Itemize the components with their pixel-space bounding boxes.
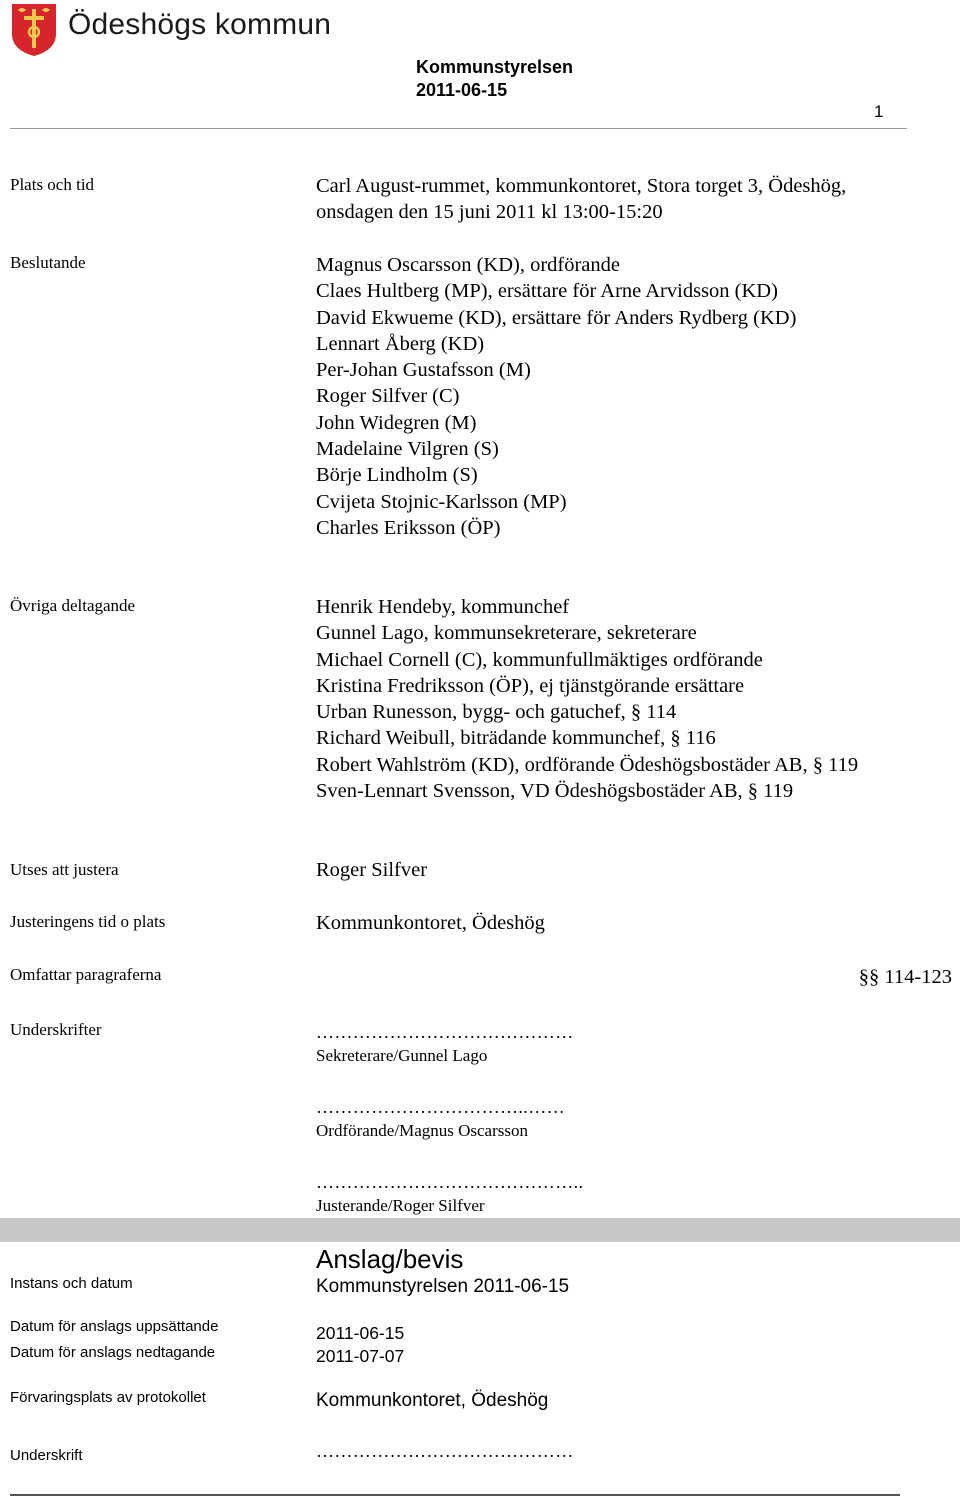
signature-line-chair: ……………………………..…… [316,1097,565,1117]
paragraphs-value: §§ 114-123 [858,966,952,988]
deciding-member: Lennart Åberg (KD) [316,332,485,355]
signature-caption-chair: Ordförande/Magnus Oscarsson [316,1121,528,1140]
adjuster-label: Utses att justera [10,860,119,879]
signature-label: Underskrift [10,1447,83,1464]
other-participant: Urban Runesson, bygg- och gatuchef, § 114 [316,701,677,724]
place-time-label: Plats och tid [10,175,95,194]
other-participant: Gunnel Lago, kommunsekreterare, sekreterare [316,622,697,645]
header-divider [10,128,907,129]
removed-date-value: 2011-07-07 [316,1346,405,1366]
instance-label: Instans och datum [10,1275,133,1292]
removed-date-label: Datum för anslags nedtagande [10,1344,216,1361]
document-body-title: Kommunstyrelsen [416,57,574,77]
deciding-member: Charles Eriksson (ÖP) [316,516,501,539]
signatures-label: Underskrifter [10,1020,102,1039]
other-participant: Michael Cornell (C), kommunfullmäktiges ordförande [316,648,763,671]
deciding-member: David Ekwueme (KD), ersättare för Anders Rydberg (KD) [316,306,797,329]
others-label: Övriga deltagande [10,596,136,615]
paragraphs-label: Omfattar paragraferna [10,965,162,984]
signature-line: …………………………………… [316,1441,574,1461]
footer-divider [10,1494,900,1496]
other-participant: Sven-Lennart Svensson, VD Ödeshögsbostäder AB, § 119 [316,780,794,803]
storage-value: Kommunkontoret, Ödeshög [316,1390,549,1411]
other-participant: Robert Wahlström (KD), ordförande Ödeshögsbostäder AB, § 119 [316,753,859,776]
deciding-member: Roger Silfver (C) [316,385,460,408]
place-line: onsdagen den 15 juni 2011 kl 13:00-15:20 [316,201,663,224]
deciding-member: Börje Lindholm (S) [316,464,478,487]
deciding-list [316,252,796,541]
notice-divider-band [0,1218,960,1242]
others-list [316,594,858,804]
instance-value: Kommunstyrelsen 2011-06-15 [316,1276,570,1297]
posted-date-label: Datum för anslags uppsättande [10,1318,219,1335]
deciding-label: Beslutande [10,253,86,272]
adjust-place-label: Justeringens tid o plats [10,912,166,931]
deciding-member: Per-Johan Gustafsson (M) [316,359,531,382]
other-participant: Henrik Hendeby, kommunchef [316,596,570,618]
signature-line-adjuster: …………………………………….. [316,1172,584,1192]
place-time-value [316,173,846,226]
notice-heading: Anslag/bevis [316,1244,464,1274]
document-date: 2011-06-15 [416,80,508,100]
signature-caption-adjuster: Justerande/Roger Silfver [316,1196,485,1215]
deciding-member: Magnus Oscarsson (KD), ordförande [316,254,621,276]
storage-label: Förvaringsplats av protokollet [10,1389,206,1406]
posted-date-value: 2011-06-15 [316,1323,405,1343]
organization-name: Ödeshögs kommun [68,8,332,41]
page-number: 1 [874,102,884,121]
deciding-member: Cvijeta Stojnic-Karlsson (MP) [316,490,567,513]
adjust-place-value: Kommunkontoret, Ödeshög [316,912,545,934]
other-participant: Kristina Fredriksson (ÖP), ej tjänstgörande ersättare [316,674,745,697]
municipal-coat-of-arms-icon [10,2,58,57]
other-participant: Richard Weibull, biträdande kommunchef, § 116 [316,727,716,750]
adjuster-value: Roger Silfver [316,859,428,881]
deciding-member: Claes Hultberg (MP), ersättare för Arne Arvidsson (KD) [316,280,778,303]
signature-caption-secretary: Sekreterare/Gunnel Lago [316,1046,488,1065]
deciding-member: Madelaine Vilgren (S) [316,438,499,461]
signature-line-secretary: …………………………………… [316,1022,574,1042]
deciding-member: John Widegren (M) [316,411,477,434]
place-line: Carl August-rummet, kommunkontoret, Stora torget 3, Ödeshög, [316,175,847,197]
